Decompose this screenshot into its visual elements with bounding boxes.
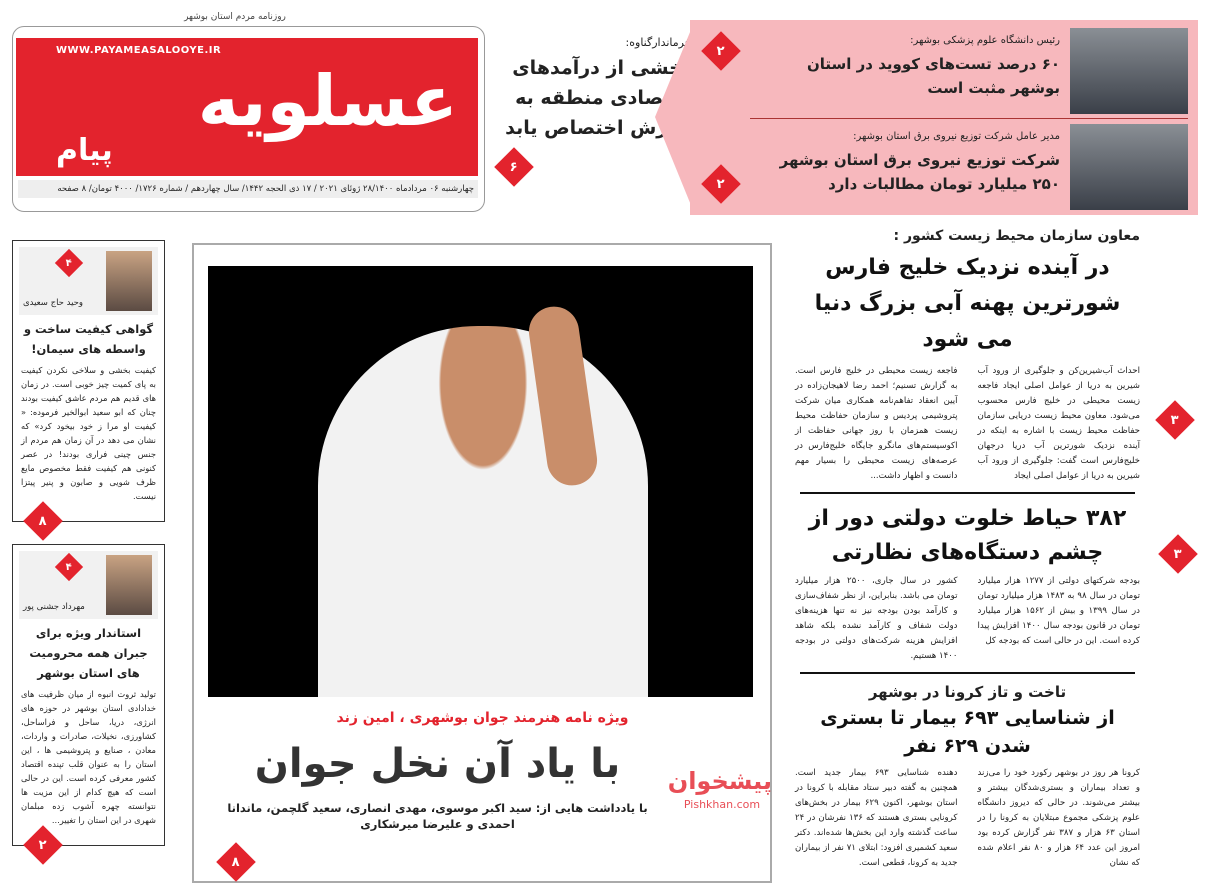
top-news-item[interactable]: [758, 28, 1188, 116]
pink-arrow: [655, 20, 695, 215]
left-column: [12, 240, 165, 853]
column-body: کیفیت بخشی و سلاخی نکردن کیفیت به پای کمیت چیز خوبی است. در زمان های قدیم هم مردم عاشق کیفیت بودند چنان که ابو سعید ابوالخیر فرموده: « کیفیت او مرا ز خود بیخود کرد» که نشان می دهد در آن زمان هم مردم از جنس چینی فراری بودند! در عصر کنونی هم کیفیت فقط مخصوص مایع ظرف شویی و صابون و پنیر پیتزا نیست.: [21, 365, 156, 501]
author-card: [19, 551, 158, 619]
page-badge: ۲: [701, 164, 741, 204]
column-title: گواهی کیفیت ساخت و واسطه های سیمان!: [23, 322, 154, 356]
top-news-item[interactable]: [758, 124, 1188, 212]
story[interactable]: [795, 226, 1140, 484]
teaser-kicker: فرماندارگناوه:: [625, 36, 690, 49]
divider: [800, 492, 1135, 494]
feature-byline: با یادداشت هایی از: سید اکبر موسوی، مهدی انصاری، سعید گلچمن، ماندانا احمدی و علیرضا میرشکاری: [227, 801, 648, 831]
column-body: تولید ثروت انبوه از میان ظرفیت های خدادادی استان بوشهر در حوزه های انرژی، دریا، ساحل و فراساحل، کشاورزی، نخیلات، صادرات و واردات، معادن ، صنایع و پتروشیمی ها ، این استان را به عنوان قلب تپنده اقتصاد کشور معرفی کرده است. این در حالی است که هیچ کدام از این مزیت ها نتوانسته چهره آشوب زده مبلمان شهری در این استان را تغییر...: [21, 689, 156, 825]
opinion-column[interactable]: [12, 544, 165, 853]
newspaper-logo[interactable]: [16, 38, 478, 176]
news-title: ۶۰ درصد تست‌های کووید در استان بوشهر مثبت است: [806, 55, 1060, 97]
logo-prefix: پیام: [56, 133, 113, 168]
top-news-panel: [690, 20, 1198, 215]
story[interactable]: [795, 682, 1140, 871]
opinion-column[interactable]: [12, 240, 165, 529]
author-page-badge: ۴: [55, 249, 83, 277]
feature-headline[interactable]: با یاد آن نخل جوان: [254, 741, 621, 787]
divider: [800, 672, 1135, 674]
page-badge: ۸: [23, 501, 63, 541]
page-badge: ۳: [1155, 400, 1195, 440]
author-name: وحید حاج سعیدی: [23, 298, 84, 308]
author-card: [19, 247, 158, 315]
story-kicker: تاخت و تاز کرونا در بوشهر: [868, 683, 1067, 701]
story-headline: از شناسایی ۶۹۳ بیمار تا بستری شدن ۶۲۹ نفر: [820, 707, 1115, 757]
story-text: بودجه شرکتهای دولتی از ۱۲۷۷ هزار میلیارد تومان در سال ۹۸ به ۱۴۸۳ هزار میلیارد تومان در سال ۱۳۹۹ و بیش از ۱۵۶۲ هزار میلیارد تومان در قانون بودجه سال ۱۴۰۰ افزایش پیدا کرده است. این در حالی است که بودجه کل: [977, 576, 1140, 646]
site-url[interactable]: WWW.PAYAMEASALOOYE.IR: [56, 45, 222, 56]
right-column: [795, 226, 1140, 871]
page-badge: ۶: [494, 147, 534, 187]
story-text: دهنده شناسایی ۶۹۳ بیمار جدید است. همچنین به گفته دبیر ستاد مقابله با کرونا در استان بوشهر، اکنون ۶۲۹ بیمار در بخش‌های کرونایی بستری هستند که ۱۳۶ نفرشان در ۲۴ ساعت گذشته وارد این بخش‌ها شده‌اند. دکتر سعید کشمیری افزود: ابتلای ۷۱ نفر از بیماران جدید به کرونا، قطعی است.: [795, 768, 958, 868]
story[interactable]: [795, 502, 1140, 664]
teaser-title: بخشی از درآمدهای اقتصادی منطقه به ورزش اختصاص یابد: [505, 57, 690, 139]
logo-name: عسلویه: [197, 60, 458, 142]
author-page-badge: ۴: [55, 553, 83, 581]
column-title: استاندار ویژه برای جبران همه محرومیت های استان بوشهر: [29, 626, 148, 680]
feature-photo: [208, 266, 753, 697]
story-text: احداث آب‌شیرین‌کن و جلوگیری از ورود آب شیرین به دریا از عوامل اصلی ایجاد فاجعه زیست محیطی در خلیج فارس محسوب می‌شود. معاون محیط زیست دریایی سازمان حفاظت محیط زیست با اشاره به اینکه در آینده نزدیک شورترین آب دریا درجهان خلیج‌فارس است گفت: جلوگیری از ورود آب شیرین به دریا از عوامل اصلی ایجاد: [977, 366, 1140, 481]
author-name: مهرداد جشنی پور: [23, 602, 85, 612]
news-kicker: رئیس دانشگاه علوم پزشکی بوشهر:: [910, 35, 1060, 46]
story-text: کرونا هر روز در بوشهر رکورد خود را می‌زند و تعداد بیماران و بستری‌شدگان بیشتر و بیشتر می‌شوند. در حالی که دیروز دانشگاه علوم پزشکی مجموع مبتلایان به کرونا را در استان ۶۳ هزار و ۳۸۷ نفر گزارش کرده بود امروز این عدد ۶۴ هزار و ۸۰ نفر اعلام شده که نشان: [977, 768, 1141, 868]
news-kicker: مدیر عامل شرکت توزیع نیروی برق استان بوشهر:: [853, 131, 1060, 142]
feature-kicker: ویژه نامه هنرمند جوان بوشهری ، امین زند: [336, 710, 629, 726]
author-photo: [106, 251, 152, 311]
news-photo: [1070, 28, 1188, 114]
page-badge: ۸: [216, 842, 256, 882]
story-headline: ۳۸۲ حیاط خلوت دولتی دور از چشم دستگاه‌های نظارتی: [808, 506, 1127, 565]
story-kicker: معاون سازمان محیط زیست کشور :: [893, 228, 1140, 244]
story-text: کشور در سال جاری، ۲۵۰۰ هزار میلیارد تومان می باشد. بنابراین، از نظر شفاف‌سازی و کارآمد بودن بودجه نیز نه تنها هزینه‌های دولت شفاف و کارآمد نشده بلکه شاهد افزایش هزینه شرکت‌های دولتی در بودجه ۱۴۰۰ هستیم.: [795, 576, 958, 661]
page-badge: ۳: [1158, 534, 1198, 574]
news-title: شرکت توزیع نیروی برق استان بوشهر ۲۵۰ میلیارد تومان مطالبات دارد: [779, 151, 1060, 193]
story-headline: در آینده نزدیک خلیج فارس شورترین پهنه آبی بزرگ دنیا می شود: [814, 255, 1121, 352]
page-badge: ۲: [701, 31, 741, 71]
story-text: فاجعه زیست محیطی در خلیج فارس است. به گزارش تسنیم؛ احمد رضا لاهیجان‌زاده در آیین انعقاد تفاهم‌نامه همکاری میان شرکت پتروشیمی پردیس و سازمان حفاظت محیط زیست همزمان با روز جهانی حفاظت از اکوسیستم‌های مانگرو جایگاه خلیج‌فارس در عرصه‌های زیست محیطی را بسیار مهم دانست و اظهار داشت...: [795, 366, 958, 481]
page-badge: ۲: [23, 825, 63, 865]
news-photo: [1070, 124, 1188, 210]
author-photo: [106, 555, 152, 615]
divider: [750, 118, 1188, 119]
masthead-tagline: روزنامه مردم استان بوشهر: [150, 12, 320, 22]
watermark: پیشخوان Pishkhan.com: [667, 767, 772, 811]
dateline: چهارشنبه ۰۶ مردادماه ۲۸/۱۴۰۰ ژوئای ۲۰۲۱ / ۱۷ ذی الحجه ۱۴۴۲/ سال چهاردهم / شماره ۱۷۲۶/ ۴۰۰۰ تومان/ ۸ صفحه: [18, 180, 478, 198]
